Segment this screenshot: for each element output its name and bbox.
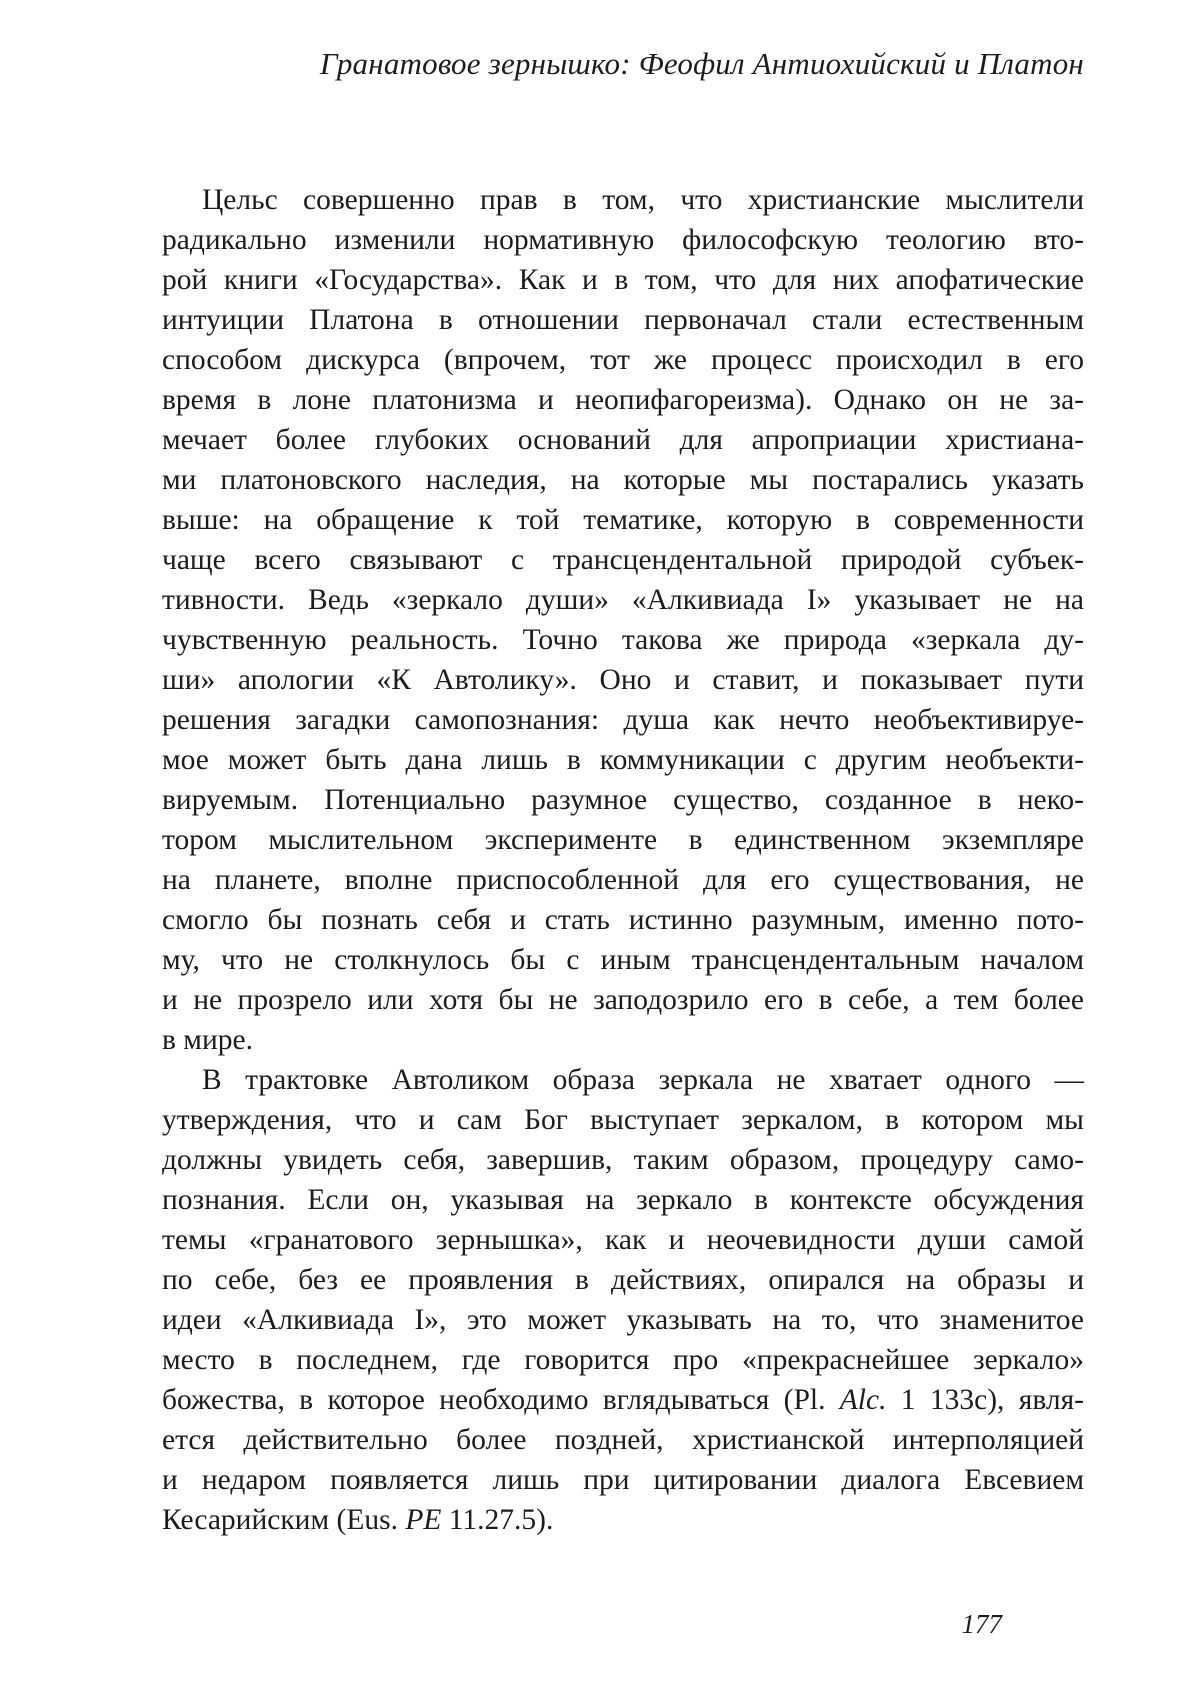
text-line: утверждения, что и сам Бог выступает зеркалом, в котором мы (162, 1104, 1084, 1136)
text-segment: 1 133c), явля- (886, 1384, 1084, 1416)
text-line: ши» апологии «К Автолику». Оно и ставит, и показывает пути (162, 664, 1084, 696)
text-line: смогло бы познать себя и стать истинно разумным, именно пото- (162, 904, 1084, 936)
body-text (162, 180, 1084, 1540)
italic-abbreviation: PE (405, 1504, 442, 1536)
text-line: выше: на обращение к той тематике, которую в современности (162, 504, 1084, 536)
text-line: тивности. Ведь «зеркало души» «Алкивиада I» указывает не на (162, 584, 1084, 616)
text-line: способом дискурса (впрочем, тот же процесс происходил в его (162, 344, 1084, 376)
text-line: чаще всего связывают с трансцендентальной природой субъек- (162, 544, 1084, 576)
text-line: темы «гранатового зернышка», как и неочевидности души самой (162, 1224, 1084, 1256)
text-line: рой книги «Государства». Как и в том, что для них апофатические (162, 264, 1084, 296)
text-line: и недаром появляется лишь при цитировании диалога Евсевием (162, 1464, 1084, 1496)
text-line: ми платоновского наследия, на которые мы постарались указать (162, 464, 1084, 496)
text-line: познания. Если он, указывая на зеркало в контексте обсуждения (162, 1184, 1084, 1216)
text-line: мечает более глубоких оснований для апроприации христиана- (162, 424, 1084, 456)
text-segment: божества, в которое необходимо вглядываться (Pl. (162, 1384, 840, 1416)
text-line: чувственную реальность. Точно такова же природа «зеркала ду- (162, 624, 1084, 656)
text-line: тором мыслительном эксперименте в единственном экземпляре (162, 824, 1084, 856)
running-head: Гранатовое зернышко: Феофил Антиохийский и Платон (319, 46, 1084, 81)
paragraph (162, 1060, 1084, 1540)
text-line: по себе, без ее проявления в действиях, опирался на образы и (162, 1264, 1084, 1296)
text-line: место в последнем, где говорится про «прекраснейшее зеркало» (162, 1344, 1084, 1376)
italic-abbreviation: Alc. (839, 1384, 887, 1416)
text-line: ется действительно более поздней, христианской интерполяцией (162, 1424, 1084, 1456)
text-line: должны увидеть себя, завершив, таким образом, процедуру само- (162, 1144, 1084, 1176)
text-line: му, что не столкнулось бы с иным трансцендентальным началом (162, 944, 1084, 976)
text-line: радикально изменили нормативную философскую теологию вто- (162, 224, 1084, 256)
text-line: интуиции Платона в отношении первоначал стали естественным (162, 304, 1084, 336)
text-line: вируемым. Потенциально разумное существо, созданное в неко- (162, 784, 1084, 816)
text-line: В трактовке Автоликом образа зеркала не хватает одного — (202, 1064, 1084, 1096)
text-line (162, 1500, 1084, 1540)
paragraph (162, 180, 1084, 1060)
page-number: 177 (961, 1609, 1002, 1639)
text-line: Цельс совершенно прав в том, что христианские мыслители (202, 184, 1084, 216)
text-line: время в лоне платонизма и неопифагореизма). Однако он не за- (162, 384, 1084, 416)
text-line: решения загадки самопознания: душа как нечто необъективируе- (162, 704, 1084, 736)
text-segment: Кесарийским (Eus. (162, 1504, 406, 1536)
text-line: мое может быть дана лишь в коммуникации с другим необъекти- (162, 744, 1084, 776)
text-line: и не прозрело или хотя бы не заподозрило его в себе, а тем более (162, 984, 1084, 1016)
text-line: на планете, вполне приспособленной для его существования, не (162, 864, 1084, 896)
text-segment: 11.27.5). (441, 1504, 554, 1536)
text-line: идеи «Алкивиада I», это может указывать на то, что знаменитое (162, 1304, 1084, 1336)
text-line (162, 1380, 1084, 1420)
text-line: в мире. (162, 1024, 253, 1056)
